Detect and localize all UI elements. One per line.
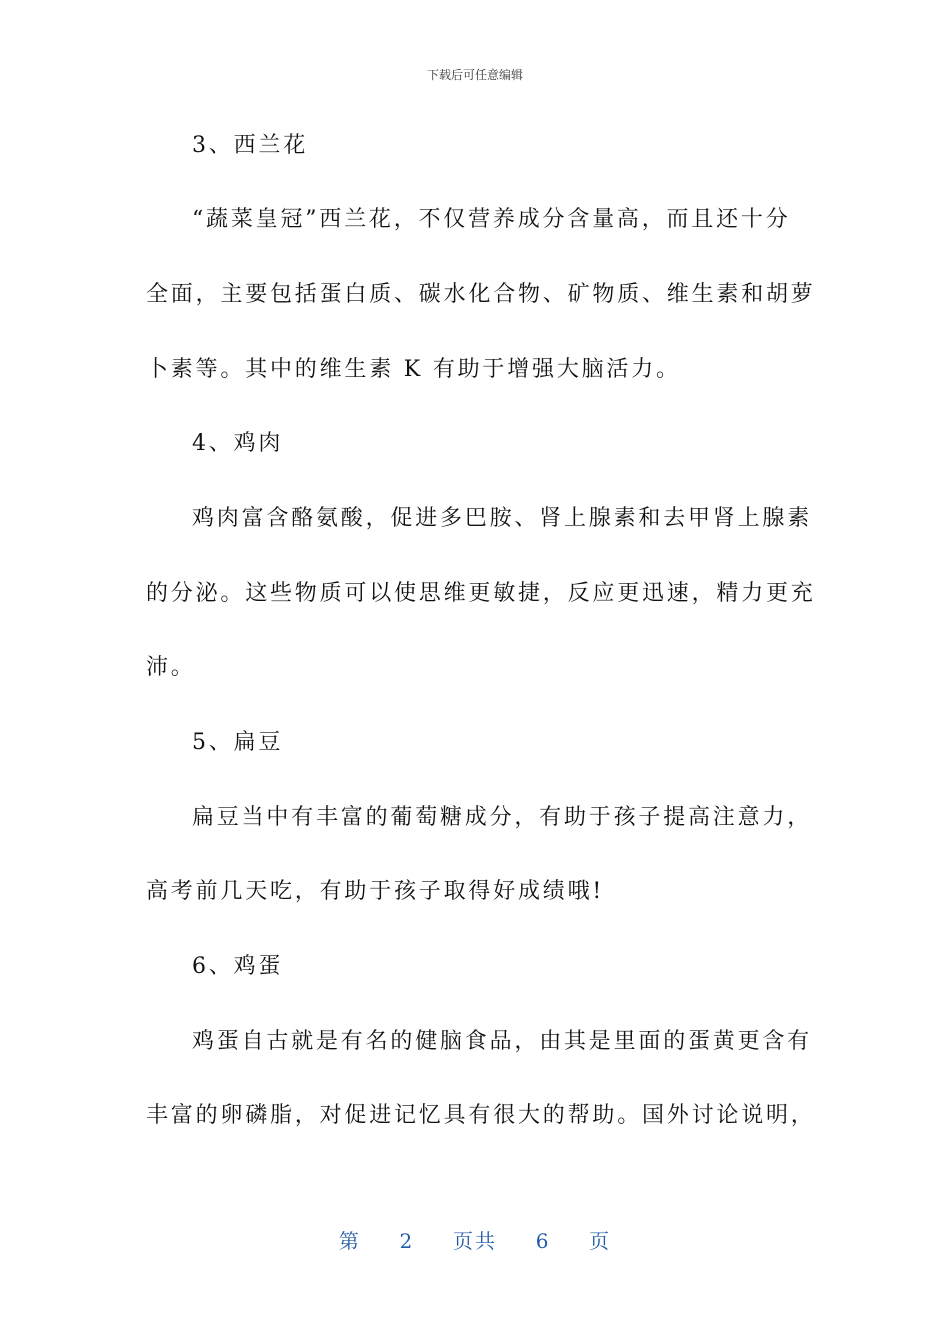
paragraph-line: “蔬菜皇冠”西兰花，不仅营养成分含量高，而且还十分: [192, 207, 791, 232]
paragraph-line: 鸡蛋自古就是有名的健脑食品，由其是里面的蛋黄更含有: [192, 1029, 813, 1054]
section-heading-chicken: 4、鸡肉: [192, 431, 284, 456]
page-header-note: 下载后可任意编辑: [426, 68, 523, 82]
paragraph-line: 丰富的卵磷脂，对促进记忆具有很大的帮助。国外讨论说明，: [146, 1103, 816, 1128]
paragraph-line: 扁豆当中有丰富的葡萄糖成分，有助于孩子提高注意力，: [192, 805, 813, 830]
page-number-footer: [0, 1225, 950, 1254]
footer-middle: 页共: [453, 1229, 497, 1253]
section-heading-lentils: 5、扁豆: [192, 730, 284, 755]
paragraph-line: 鸡肉富含酪氨酸，促进多巴胺、肾上腺素和去甲肾上腺素: [192, 506, 813, 531]
section-heading-broccoli: 3、西兰花: [192, 133, 308, 158]
paragraph-line: 全面，主要包括蛋白质、碳水化合物、矿物质、维生素和胡萝: [146, 282, 816, 307]
paragraph-line: 高考前几天吃，有助于孩子取得好成绩哦!: [146, 879, 605, 904]
section-heading-eggs: 6、鸡蛋: [192, 954, 284, 979]
footer-prefix: 第: [338, 1229, 361, 1253]
paragraph-line: 沛。: [146, 655, 196, 680]
footer-current-page: 2: [399, 1229, 415, 1253]
paragraph-line: 的分泌。这些物质可以使思维更敏捷，反应更迅速，精力更充: [146, 581, 816, 606]
paragraph-line: 卜素等。其中的维生素 K 有助于增强大脑活力。: [146, 357, 681, 382]
footer-suffix: 页: [589, 1229, 612, 1253]
footer-total-pages: 6: [535, 1229, 551, 1253]
